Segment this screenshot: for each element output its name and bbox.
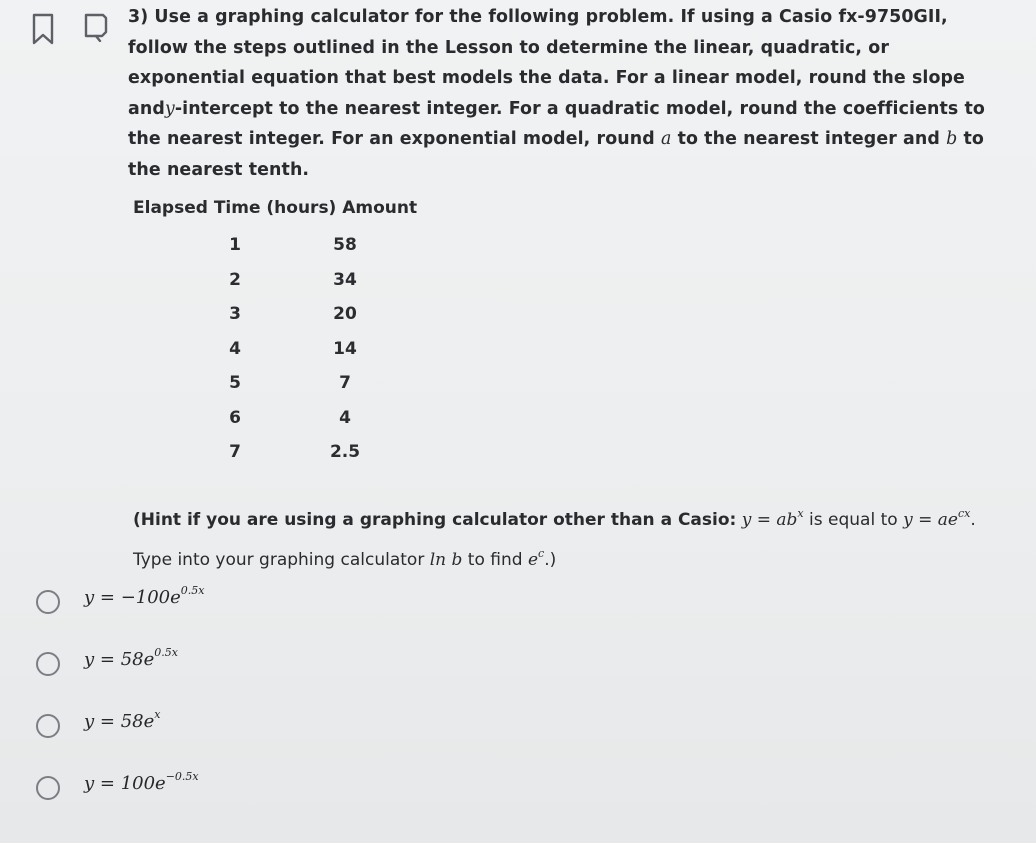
hint-part6: .) [544,550,557,570]
flag-icon[interactable] [83,12,109,42]
amount-cell: 2.5 [329,442,361,463]
option-exponent: 0.5x [154,646,178,659]
amount-cell: 34 [333,269,357,290]
table-row [200,332,420,367]
question-text-part2: -intercept to the nearest integer. For a quadratic model, round the coefficients to the nearest integer. For an exponential model, round [128,98,985,149]
hint-eq2-exponent: cx [957,507,971,520]
question-text-part3: to the nearest integer and [677,129,940,149]
amount-cell: 14 [333,338,357,359]
time-cell: 7 [229,442,241,463]
bookmark-icon[interactable] [31,13,55,45]
option-label [84,646,178,670]
option-exponent: 0.5x [180,584,205,597]
time-cell: 4 [229,338,241,359]
option-label [84,708,160,732]
time-cell: 1 [229,235,241,256]
var-a: a [660,129,672,149]
answer-option-4[interactable] [30,764,530,826]
data-table [200,228,420,470]
amount-cell: 7 [339,373,351,394]
time-cell: 2 [229,269,241,290]
amount-cell: 20 [333,304,357,325]
hint-part1: (Hint if you are using a graphing calculator other than a Casio: [133,510,737,530]
var-y: y [164,98,175,119]
hint-eq1-base: y = ab [741,510,798,530]
hint-e-base: e [527,550,539,570]
hint-part4: Type into your graphing calculator [133,550,425,570]
time-cell: 6 [229,407,241,428]
hint-part2: is equal to [809,510,898,530]
hint-equation-1 [741,507,804,530]
radio-button[interactable] [36,590,60,614]
option-base: y = 58e [84,711,155,732]
radio-button[interactable] [36,776,60,800]
table-row [200,435,420,470]
hint-e-power [527,547,545,570]
time-cell: 3 [229,304,241,325]
amount-cell: 58 [333,235,357,256]
table-row [200,297,420,332]
question-text-part1: Use a graphing calculator for the following problem. If using a Casio fx-9750GII, follow the steps outlined in the Lesson to determine the linear, quadratic, or exponential equation that best models the data. For a linear model, round the slope and [128,7,965,119]
table-row [200,366,420,401]
option-base: y = −100e [84,587,181,608]
var-b: b [946,129,958,149]
hint-eq1-exponent: x [797,507,804,520]
option-exponent: x [154,708,161,721]
question-text [128,2,1008,185]
option-label [84,770,199,794]
hint-equation-2 [903,507,971,530]
hint-part5: to find [467,550,523,570]
question-text-part4: to the nearest tenth. [128,129,984,180]
time-cell: 5 [229,373,241,394]
radio-button[interactable] [36,652,60,676]
answer-option-2[interactable] [30,640,530,702]
hint-eq2-base: y = ae [903,510,958,530]
hint-text [133,497,1013,577]
amount-cell: 4 [339,407,351,428]
answer-option-3[interactable] [30,702,530,764]
answer-options [30,578,530,826]
table-row [200,263,420,298]
radio-button[interactable] [36,714,60,738]
option-base: y = 58e [84,649,155,670]
option-exponent: −0.5x [165,770,199,783]
answer-option-1[interactable] [30,578,530,640]
option-base: y = 100e [84,773,166,794]
hint-ln-b: ln b [429,550,463,570]
table-row [200,228,420,263]
question-number: 3) [128,7,149,27]
hint-part3: . [970,510,976,530]
option-label [84,584,205,608]
table-header: Elapsed Time (hours) Amount [133,198,418,218]
hint-e-exponent: c [538,547,545,560]
table-row [200,401,420,436]
